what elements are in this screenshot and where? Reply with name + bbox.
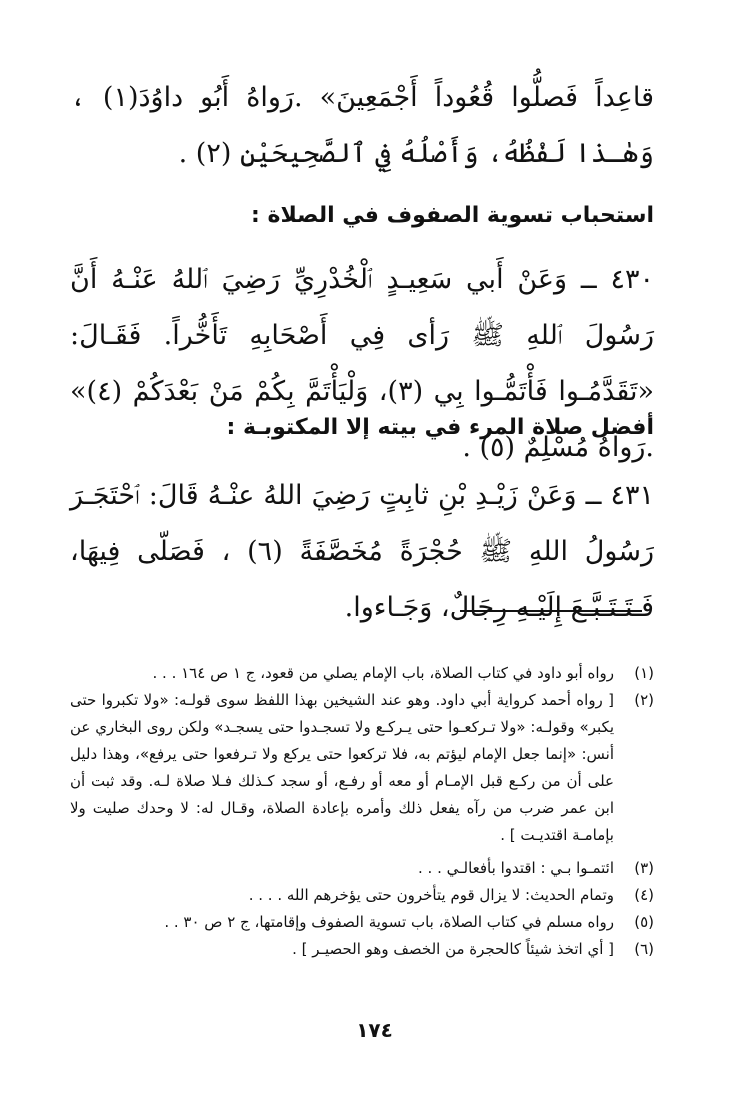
footnote-text: رواه أبو داود في كتاب الصلاة، باب الإمام يصلي من قعود، ج ١ ص ١٦٤ . . . — [152, 664, 614, 682]
footnote-text: رواه مسلم في كتاب الصلاة، باب تسوية الصفوف وإقامتها، ج ٢ ص ٣٠ . . — [164, 913, 614, 931]
paragraph-continuation: قاعِداً فَصلُّوا قُعُوداً أَجْمَعِينَ» .رَواهُ أَبُو داوُدَ(١) ، وَهٰـذا لَفْظُهُ، وَأَصْلُهُ فِي ٱلصَّحِيحَيْنِ (٢) . — [70, 82, 655, 169]
footnote-number: (٢) — [634, 691, 654, 709]
footnote-3 — [70, 855, 654, 882]
footnote-number: (٦) — [634, 940, 654, 958]
footnote-separator — [460, 610, 642, 612]
footnote-text: وتمام الحديث: لا يزال قوم يتأخرون حتى يؤخرهم الله . . . . — [248, 886, 614, 904]
section-heading-prayer-at-home: أفضل صلاة المرء في بيته إلا المكتوبـة : — [226, 415, 654, 440]
footnote-1 — [70, 660, 654, 687]
footnote-text: ائتمـوا بـي : اقتدوا بأفعالـي . . . — [418, 859, 614, 877]
footnote-4 — [70, 882, 654, 909]
footnote-number: (١) — [634, 664, 654, 682]
footnote-number: (٣) — [634, 859, 654, 877]
hadith-431: ٤٣١ ــ وَعَنْ زَيْـدِ بْنِ ثابِتٍ رَضِيَ اللهُ عنْـهُ قَالَ: ٱحْتَجَـرَ رَسُولُ اللهِ ﷺ حُجْرَةً مُخَصَّفَةً (٦) ، فَصَلّى فِيهَا، فَـتَـتَـبَّـعَ إِلَيْـهِ رِجَالٌ، وَجَـاءوا. — [70, 480, 654, 623]
footnote-number: (٥) — [634, 913, 654, 931]
section-heading-straightening-rows: استحباب تسوية الصفوف في الصلاة : — [251, 203, 654, 228]
hadith-430: ٤٣٠ ــ وَعَنْ أَبي سَعِيـدٍ ٱلْخُدْرِيِّ رَضِيَ ٱللهُ عَنْـهُ أَنَّ رَسُولَ ٱللهِ ﷺ رَأى فِي أَصْحَابِهِ تَأَخُّراً. فَقَـالَ: «تَقَدَّمُـوا فَأْتَمُّـوا بِي (٣)، وَلْيَأْتَمَّ بِكُمْ مَنْ بَعْدَكُمْ (٤)» .رَواهُ مُسْلِمٌ (٥) . — [70, 264, 655, 463]
footnote-6 — [70, 936, 654, 963]
page-number: ١٧٤ — [356, 1018, 393, 1042]
footnote-text: [ أي اتخذ شيئاً كالحجرة من الخصف وهو الحصيـر ] . — [292, 940, 614, 958]
footnote-2 — [70, 687, 654, 849]
footnote-text: [ رواه أحمد كرواية أبي داود. وهو عند الشيخين بهذا اللفظ سوى قولـه: «ولا تكبروا حتى يكبر» وقولـه: «ولا تـركعـوا حتى يـركـع ولا تسجـدوا حتى يسجـد» ولكن روى البخاري عن أنس: «إنما جعل الإمام ليؤتم به، فلا تركعوا حتى يركع ولا تـرفعوا حتى يرفع»، وهذا دليل على أن من ركـع قبل الإمـام أو معه أو رفـع، أو سجد كـذلك فـلا صلاة لـه. وقد ثبت أن ابن عمر ضرب من رآه يفعل ذلك وأمره بإعادة الصلاة، وقـال له: لا وحدك صليت ولا بإمامـة اقتديـت ] . — [70, 691, 614, 844]
footnote-5 — [70, 909, 654, 936]
footnote-number: (٤) — [634, 886, 654, 904]
footnotes — [70, 660, 654, 963]
